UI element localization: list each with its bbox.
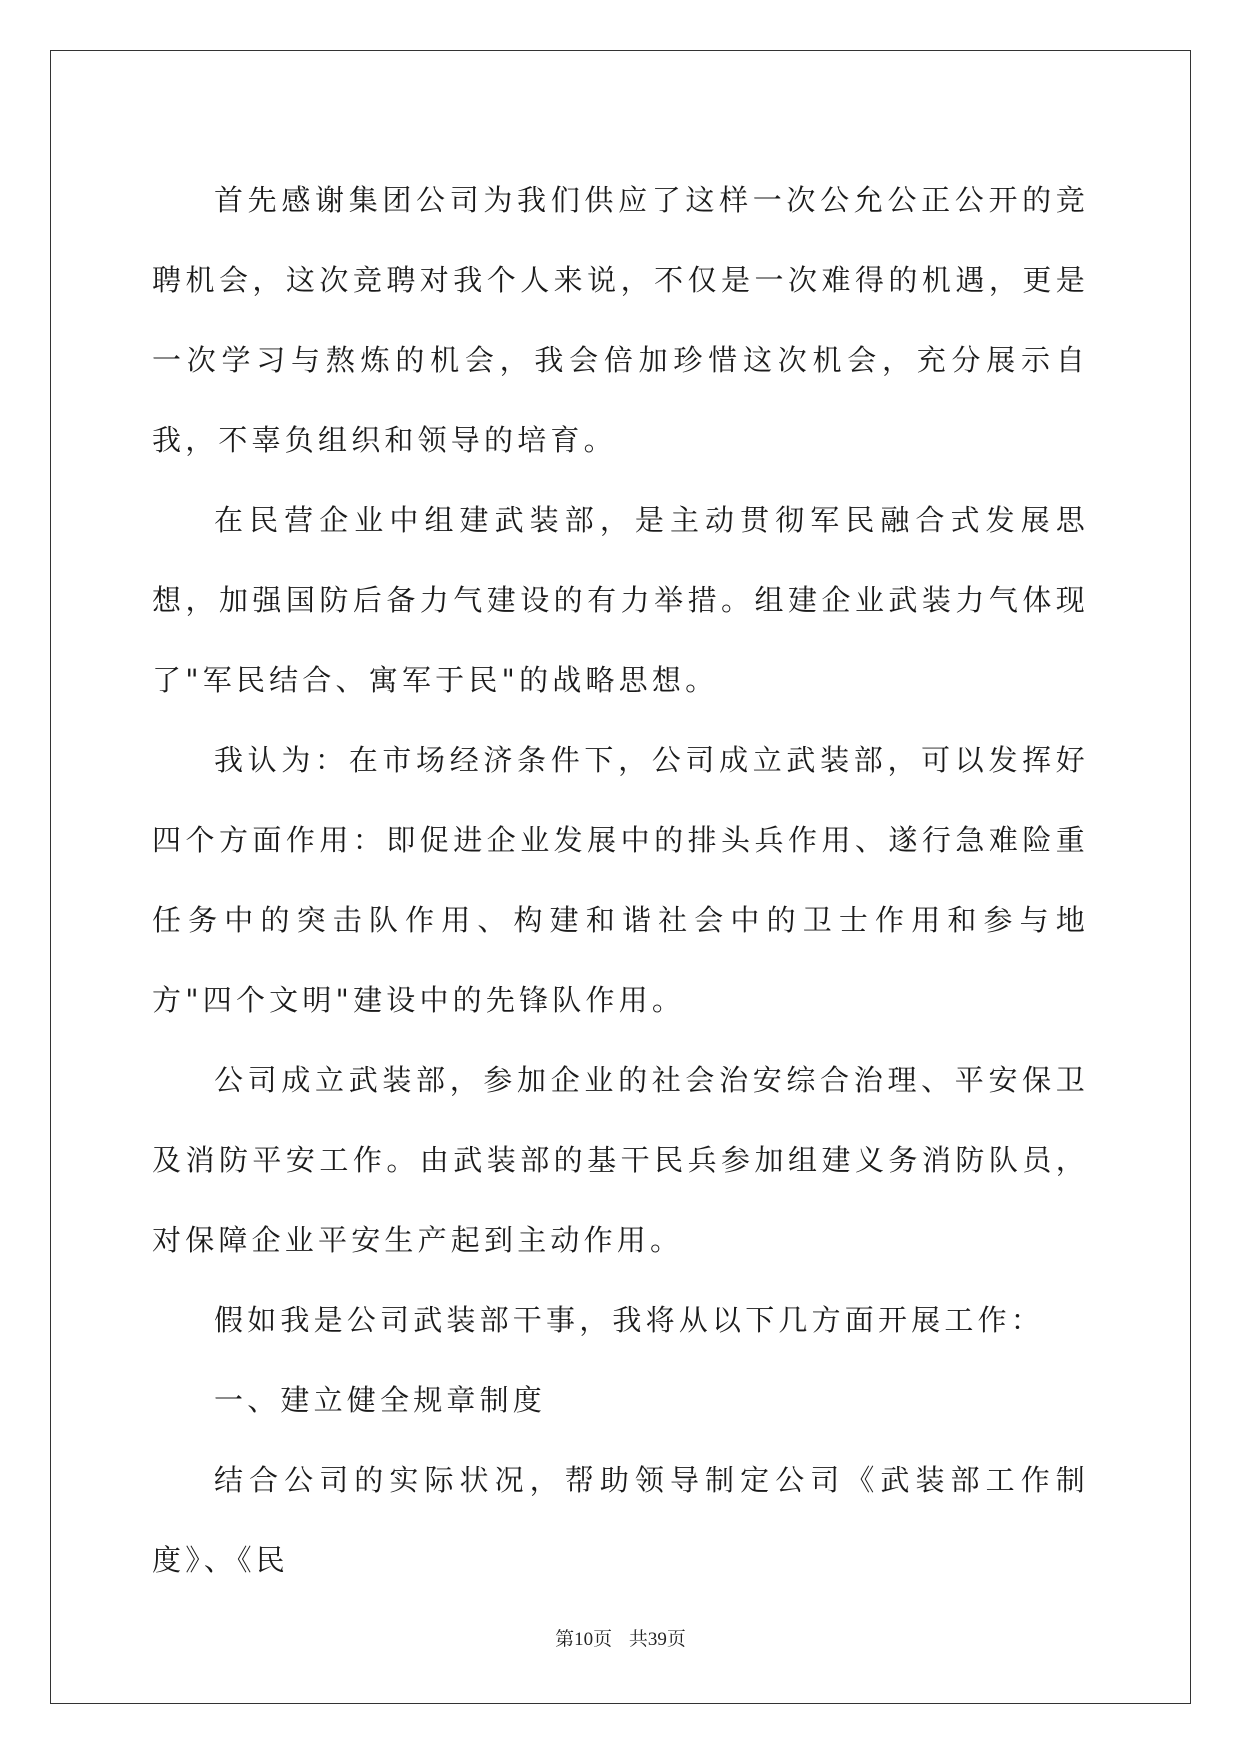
paragraph-5: 假如我是公司武装部干事，我将从以下几方面开展工作： <box>214 1303 1045 1337</box>
paragraph-6: 结合公司的实际状况，帮助领导制定公司《武装部工作制度》、《民 <box>152 1463 1089 1577</box>
section-heading: 一、建立健全规章制度 <box>214 1383 547 1417</box>
page-total: 共39页 <box>628 1629 686 1650</box>
page-number: 第10页 <box>555 1629 613 1650</box>
document-body <box>152 160 1089 1600</box>
paragraph-2: 在民营企业中组建武装部，是主动贯彻军民融合式发展思想，加强国防后备力气建设的有力举措。组建企业武装力气体现了"军民结合、寓军于民"的战略思想。 <box>152 503 1089 697</box>
paragraph-4: 公司成立武装部，参加企业的社会治安综合治理、平安保卫及消防平安工作。由武装部的基干民兵参加组建义务消防队员，对保障企业平安生产起到主动作用。 <box>152 1063 1089 1257</box>
page-footer <box>0 1624 1241 1651</box>
paragraph-3: 我认为：在市场经济条件下，公司成立武装部，可以发挥好四个方面作用：即促进企业发展中的排头兵作用、遂行急难险重任务中的突击队作用、构建和谐社会中的卫士作用和参与地方"四个文明"建设中的先锋队作用。 <box>152 743 1089 1017</box>
paragraph-1: 首先感谢集团公司为我们供应了这样一次公允公正公开的竞聘机会，这次竞聘对我个人来说，不仅是一次难得的机遇，更是一次学习与熬炼的机会，我会倍加珍惜这次机会，充分展示自我，不辜负组织和领导的培育。 <box>152 183 1089 457</box>
